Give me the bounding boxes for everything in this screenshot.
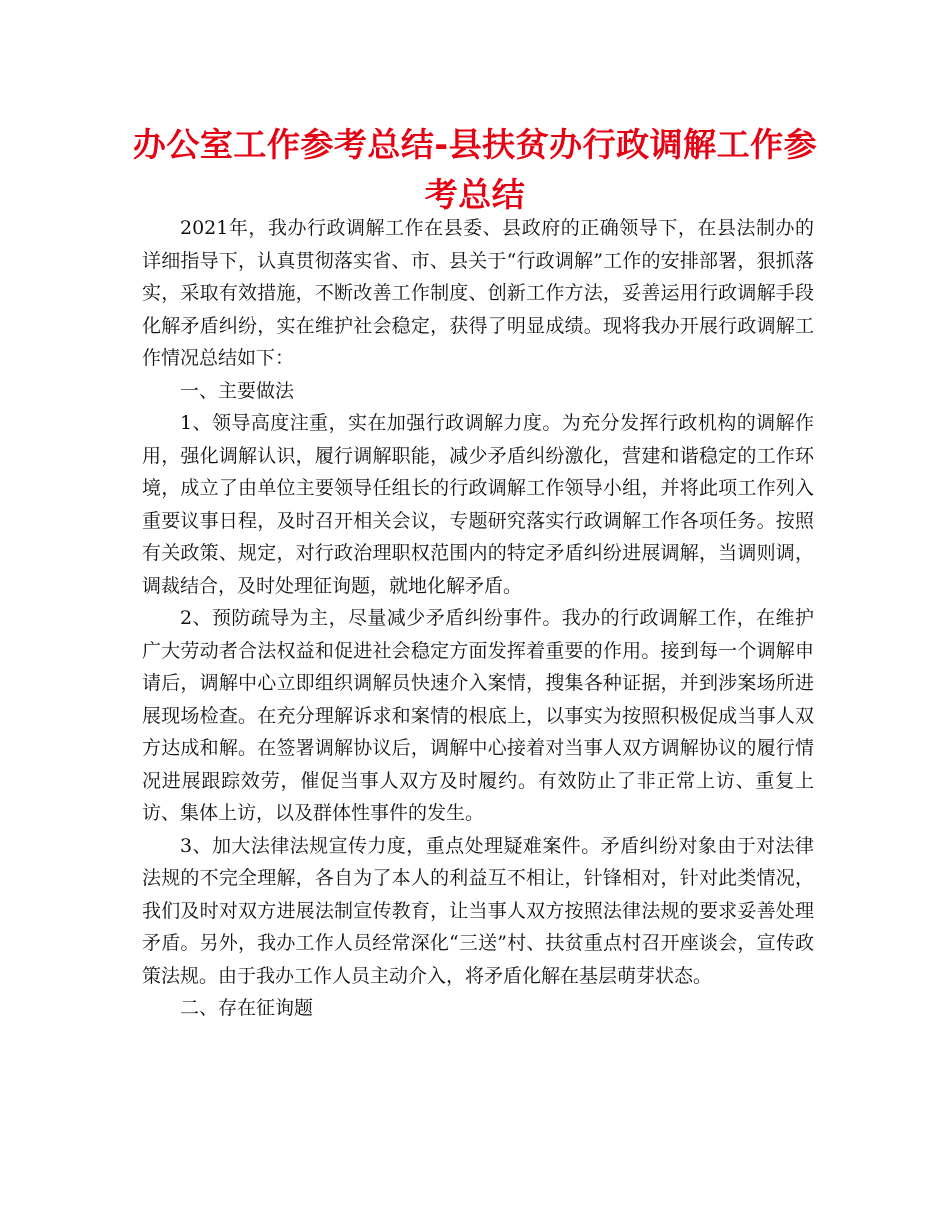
section-heading-problems: 二、存在征询题 [180,997,314,1019]
document-body [142,212,814,1025]
paragraph-item-1: 1、领导高度注重，实在加强行政调解力度。为充分发挥行政机构的调解作用，强化调解认识，履行调解职能，减少矛盾纠纷激化，营建和谐稳定的工作环境，成立了由单位主要领导任组长的行政调解工作领导小组，并将此项工作列入重要议事日程，及时召开相关会议，专题研究落实行政调解工作各项任务。按照有关政策、规定，对行政治理职权范围内的特定矛盾纠纷进展调解，当调则调，调裁结合，及时处理征询题，就地化解矛盾。 [142,412,814,597]
paragraph-item-3: 3、加大法律法规宣传力度，重点处理疑难案件。矛盾纠纷对象由于对法律法规的不完全理解，各自为了本人的利益互不相让，针锋相对，针对此类情况，我们及时对双方进展法制宣传教育，让当事人双方按照法律法规的要求妥善处理矛盾。另外，我办工作人员经常深化“三送”村、扶贫重点村召开座谈会，宣传政策法规。由于我办工作人员主动介入，将矛盾化解在基层萌芽状态。 [142,834,814,987]
paragraph-item-2: 2、预防疏导为主，尽量减少矛盾纠纷事件。我办的行政调解工作，在维护广大劳动者合法权益和促进社会稳定方面发挥着重要的作用。接到每一个调解申请后，调解中心立即组织调解员快速介入案情，搜集各种证据，并到涉案场所进展现场检查。在充分理解诉求和案情的根底上，以事实为按照积极促成当事人双方达成和解。在签署调解协议后，调解中心接着对当事人双方调解协议的履行情况进展跟踪效劳，催促当事人双方及时履约。有效防止了非正常上访、重复上访、集体上访，以及群体性事件的发生。 [142,607,814,824]
paragraph-intro: 2021年，我办行政调解工作在县委、县政府的正确领导下，在县法制办的详细指导下，认真贯彻落实省、市、县关于“行政调解”工作的安排部署，狠抓落实，采取有效措施，不断改善工作制度、创新工作方法，妥善运用行政调解手段化解矛盾纠纷，实在维护社会稳定，获得了明显成绩。现将我办开展行政调解工作情况总结如下： [142,217,814,369]
section-heading-main-practices: 一、主要做法 [180,379,295,402]
document-title: 办公室工作参考总结-县扶贫办行政调解工作参考总结 [132,125,818,214]
